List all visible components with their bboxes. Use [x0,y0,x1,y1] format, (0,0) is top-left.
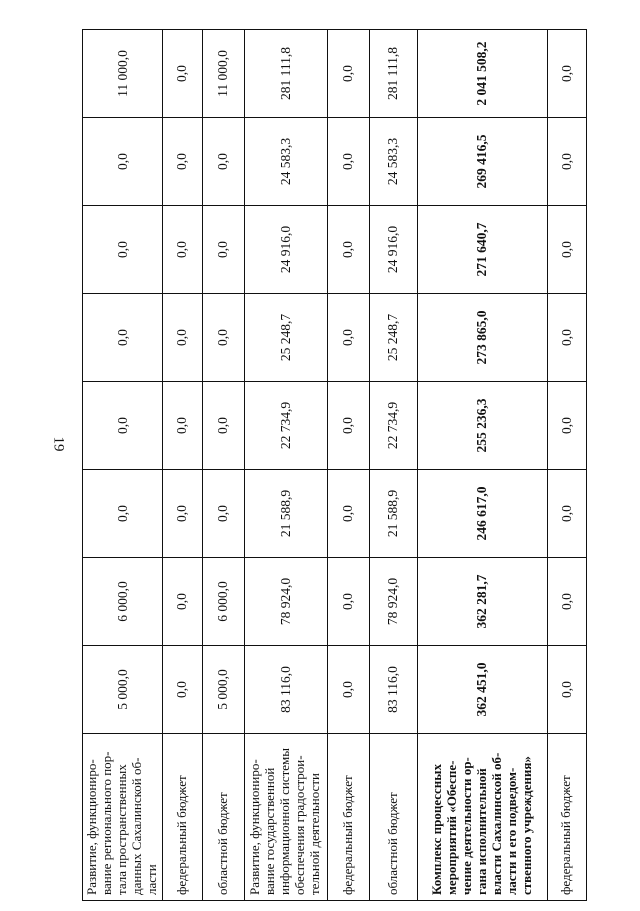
value-cell: 0,0 [327,294,369,382]
value-cell: 0,0 [202,206,244,294]
value-cell: 0,0 [327,118,369,206]
value-cell: 78 924,0 [369,558,417,646]
value-cell: 0,0 [547,206,586,294]
value-cell: 2 041 508,2 [417,30,547,118]
value-cell: 0,0 [547,30,586,118]
value-cell: 6 000,0 [83,558,163,646]
page-number: 19 [50,436,67,452]
value-cell: 0,0 [162,646,202,734]
value-cell: 6 000,0 [202,558,244,646]
value-cell: 0,0 [547,294,586,382]
value-cell: 24 583,3 [244,118,327,206]
rotated-table-container [82,32,585,901]
value-cell: 0,0 [327,206,369,294]
value-cell: 281 111,8 [244,30,327,118]
value-cell: 25 248,7 [369,294,417,382]
value-cell: 271 640,7 [417,206,547,294]
value-cell: 0,0 [83,206,163,294]
value-cell: 0,0 [327,30,369,118]
value-cell: 22 734,9 [244,382,327,470]
table-row [369,30,417,901]
value-cell: 5 000,0 [83,646,163,734]
value-cell: 24 916,0 [244,206,327,294]
value-cell: 5 000,0 [202,646,244,734]
row-name-cell: Развитие, функциониро-вание регионального пор-тала пространственных данных Сахалинской об-ласти [83,734,163,901]
value-cell: 362 451,0 [417,646,547,734]
value-cell: 0,0 [327,382,369,470]
value-cell: 362 281,7 [417,558,547,646]
value-cell: 281 111,8 [369,30,417,118]
value-cell: 0,0 [83,382,163,470]
value-cell: 24 916,0 [369,206,417,294]
value-cell: 0,0 [83,470,163,558]
value-cell: 0,0 [547,646,586,734]
budget-table [82,29,587,901]
value-cell: 0,0 [83,118,163,206]
table-row [162,30,202,901]
value-cell: 0,0 [162,118,202,206]
value-cell: 0,0 [327,470,369,558]
value-cell: 83 116,0 [244,646,327,734]
row-name-cell: федеральный бюджет [327,734,369,901]
table-row [547,30,586,901]
row-name-cell: федеральный бюджет [547,734,586,901]
row-name-cell: Развитие, функциониро-вание государственной информационной системы обеспечения градострои-тельной деятельности [244,734,327,901]
table-row [417,30,547,901]
value-cell: 11 000,0 [83,30,163,118]
table-row [83,30,163,901]
table-row [244,30,327,901]
value-cell: 78 924,0 [244,558,327,646]
value-cell: 24 583,3 [369,118,417,206]
value-cell: 0,0 [162,206,202,294]
row-name-cell: областной бюджет [202,734,244,901]
value-cell: 0,0 [202,294,244,382]
value-cell: 0,0 [327,558,369,646]
value-cell: 0,0 [547,118,586,206]
value-cell: 246 617,0 [417,470,547,558]
row-name-cell: областной бюджет [369,734,417,901]
value-cell: 0,0 [83,294,163,382]
value-cell: 0,0 [327,646,369,734]
value-cell: 22 734,9 [369,382,417,470]
row-name-cell: федеральный бюджет [162,734,202,901]
table-row [327,30,369,901]
value-cell: 0,0 [162,558,202,646]
value-cell: 21 588,9 [244,470,327,558]
value-cell: 269 416,5 [417,118,547,206]
value-cell: 0,0 [162,294,202,382]
value-cell: 0,0 [202,470,244,558]
value-cell: 0,0 [162,30,202,118]
table-row [202,30,244,901]
value-cell: 0,0 [202,382,244,470]
value-cell: 21 588,9 [369,470,417,558]
value-cell: 0,0 [547,558,586,646]
value-cell: 273 865,0 [417,294,547,382]
value-cell: 0,0 [202,118,244,206]
value-cell: 25 248,7 [244,294,327,382]
value-cell: 0,0 [547,470,586,558]
value-cell: 0,0 [162,382,202,470]
value-cell: 0,0 [547,382,586,470]
value-cell: 0,0 [162,470,202,558]
row-name-cell: Комплекс процессных мероприятий «Обеспе-чение деятельности ор-гана исполнительной власти Сахалинской об-ласти и его подведом-ственного учреждения» [417,734,547,901]
value-cell: 11 000,0 [202,30,244,118]
value-cell: 83 116,0 [369,646,417,734]
value-cell: 255 236,3 [417,382,547,470]
